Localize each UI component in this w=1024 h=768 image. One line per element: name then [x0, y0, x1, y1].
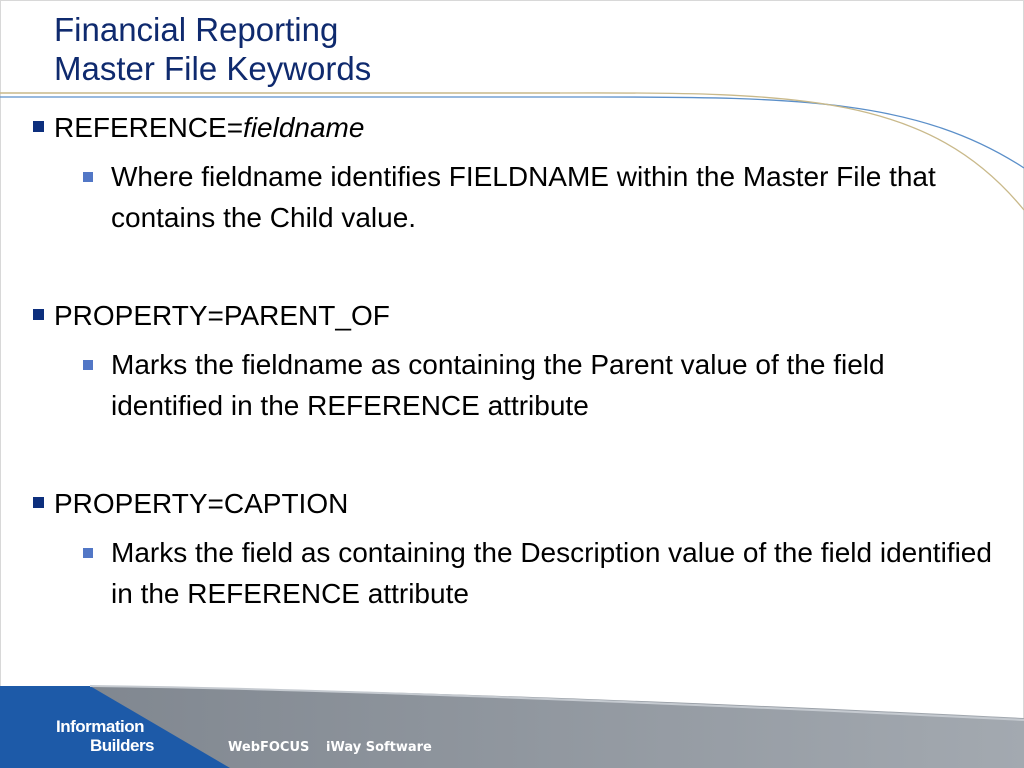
logo-line-1: Information [56, 717, 144, 736]
sub-bullet-text: Marks the field as containing the Description value of the field identified in the REFERENCE attribute [111, 537, 992, 609]
bullet-label [54, 112, 364, 144]
sub-bullet-caption [83, 538, 993, 614]
square-subbullet-icon [83, 548, 93, 558]
square-bullet-icon [33, 309, 44, 320]
sub-bullet-text: Marks the fieldname as containing the Parent value of the field identified in the REFERENCE attribute [111, 349, 885, 421]
bullet-label-italic: fieldname [243, 112, 365, 143]
square-bullet-icon [33, 497, 44, 508]
bullet-label-prefix: REFERENCE= [54, 112, 244, 143]
information-builders-logo [56, 717, 154, 755]
bullet-label: PROPERTY=CAPTION [54, 488, 349, 519]
square-subbullet-icon [83, 172, 93, 182]
footer-iway: iWay Software [326, 740, 432, 755]
title-line-1: Financial Reporting [54, 11, 339, 48]
sub-bullet-parent-of [83, 350, 993, 426]
bullet-reference [33, 112, 364, 144]
footer-webfocus: WebFOCUS [228, 740, 310, 755]
bullet-label: PROPERTY=PARENT_OF [54, 300, 390, 331]
sub-bullet-reference [83, 162, 993, 238]
title-line-2: Master File Keywords [54, 50, 372, 87]
logo-line-2: Builders [90, 736, 155, 755]
bullet-caption [33, 488, 348, 520]
square-bullet-icon [33, 121, 44, 132]
sub-bullet-text: Where fieldname identifies FIELDNAME within the Master File that contains the Child value. [111, 161, 936, 233]
bullet-parent-of [33, 300, 390, 332]
square-subbullet-icon [83, 360, 93, 370]
slide-title [54, 10, 371, 88]
